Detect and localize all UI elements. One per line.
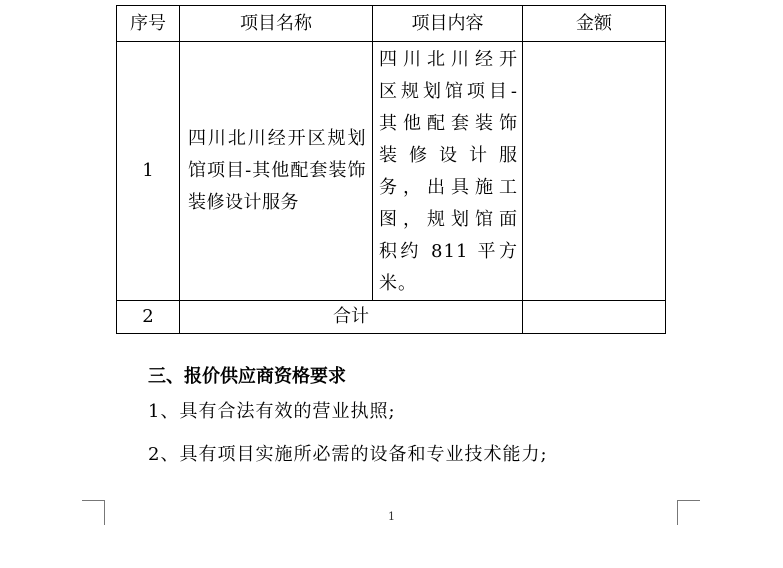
table-header-row	[117, 6, 666, 42]
requirement-item: 1、具有合法有效的营业执照;	[148, 401, 396, 422]
table-row	[117, 301, 666, 334]
content-line: 积约 811 平方	[379, 241, 518, 262]
section-title: 三、报价供应商资格要求	[148, 366, 346, 387]
row1-project-name: 四川北川经开区规划馆项目-其他配套装饰装修设计服务	[180, 42, 373, 301]
requirement-item: 2、具有项目实施所必需的设备和专业技术能力;	[148, 444, 548, 465]
content-line: 米。	[379, 273, 417, 294]
quotation-table	[116, 5, 666, 334]
header-project-name: 项目名称	[180, 6, 373, 42]
page-number: 1	[388, 510, 395, 523]
content-line: 务，出具施工	[379, 177, 518, 198]
row2-seq: 2	[117, 301, 180, 334]
row1-amount	[523, 42, 666, 301]
row2-amount	[523, 301, 666, 334]
table-row	[117, 42, 666, 301]
content-line: 四川北川经开	[379, 49, 518, 70]
content-line: 装修设计服	[379, 145, 518, 166]
header-project-content: 项目内容	[373, 6, 523, 42]
content-line: 区规划馆项目-	[379, 81, 518, 102]
content-line: 图，规划馆面	[379, 209, 518, 230]
header-seq: 序号	[117, 6, 180, 42]
header-amount: 金额	[523, 6, 666, 42]
row1-seq: 1	[117, 42, 180, 301]
row1-project-content	[373, 42, 523, 301]
content-line: 其他配套装饰	[379, 113, 518, 134]
row2-total-label: 合计	[180, 301, 523, 334]
